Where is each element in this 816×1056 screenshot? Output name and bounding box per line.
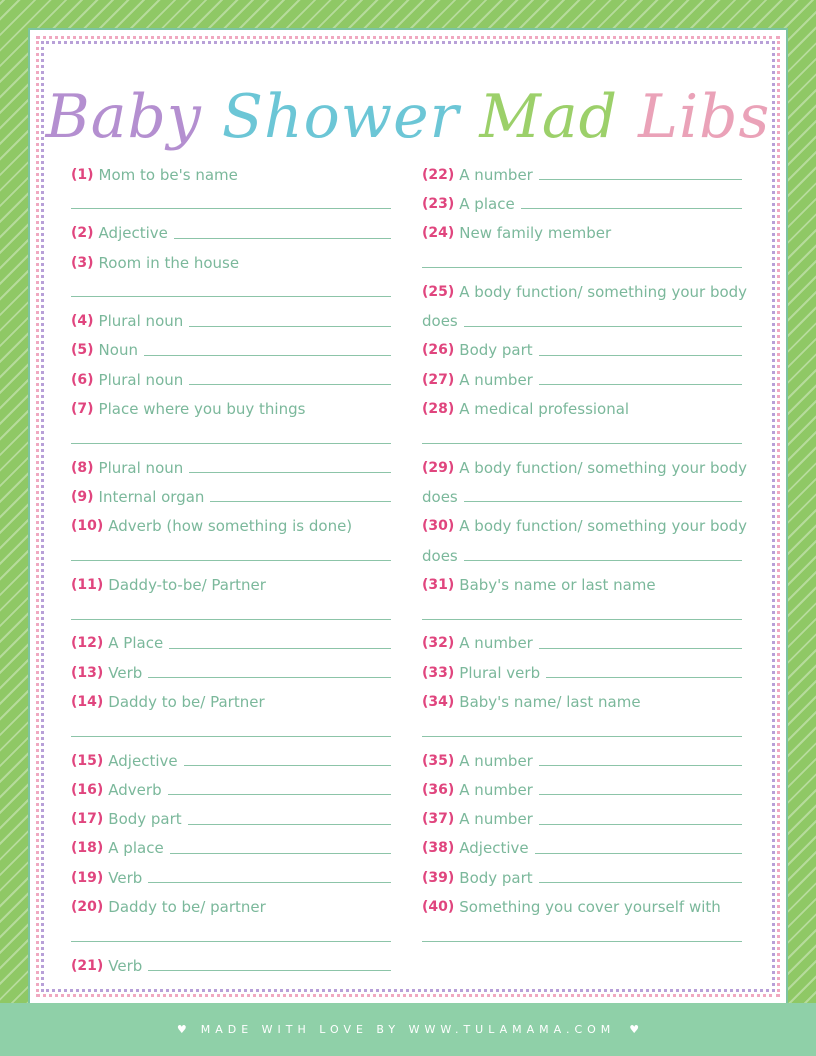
answer-line[interactable] — [422, 267, 742, 268]
prompt-number: (9) — [71, 488, 94, 505]
answer-line[interactable] — [144, 355, 391, 356]
prompt-30 — [422, 512, 748, 571]
answer-line[interactable] — [539, 824, 742, 825]
prompt-20 — [71, 892, 391, 951]
prompt-10 — [71, 512, 391, 571]
prompt-label: Internal organ — [98, 487, 205, 506]
prompt-28 — [422, 394, 742, 453]
prompt-number: (8) — [71, 459, 94, 476]
answer-line[interactable] — [539, 882, 742, 883]
prompt-label-continued: does — [422, 487, 458, 506]
prompt-22 — [422, 160, 742, 189]
prompt-label: Daddy-to-be/ Partner — [108, 575, 266, 594]
prompt-number: (27) — [422, 371, 455, 388]
prompt-number: (14) — [71, 693, 104, 710]
prompt-11 — [71, 570, 391, 629]
prompt-6 — [71, 365, 391, 394]
answer-line[interactable] — [464, 501, 742, 502]
prompt-number: (5) — [71, 342, 94, 359]
prompt-number: (21) — [71, 957, 104, 974]
prompt-32 — [422, 629, 742, 658]
answer-line[interactable] — [546, 677, 742, 678]
prompt-number: (3) — [71, 254, 94, 271]
answer-line[interactable] — [189, 326, 391, 327]
answer-line[interactable] — [188, 824, 391, 825]
prompt-label: Adjective — [108, 751, 178, 770]
answer-line[interactable] — [71, 296, 391, 297]
title-word-mad: Mad — [479, 82, 619, 152]
prompt-35 — [422, 746, 742, 775]
title-word-shower: Shower — [221, 82, 460, 152]
answer-line[interactable] — [148, 677, 391, 678]
prompt-number: (32) — [422, 635, 455, 652]
prompt-24 — [422, 219, 742, 278]
prompt-7 — [71, 394, 391, 453]
prompt-label: New family member — [459, 224, 612, 243]
prompt-31 — [422, 570, 742, 629]
prompt-34 — [422, 687, 742, 746]
answer-line[interactable] — [189, 472, 391, 473]
title-word-libs: Libs — [638, 82, 771, 152]
prompt-2 — [71, 219, 391, 248]
prompt-number: (33) — [422, 664, 455, 681]
prompt-label: Adjective — [98, 224, 168, 243]
prompt-26 — [422, 336, 742, 365]
prompt-13 — [71, 658, 391, 687]
answer-line[interactable] — [422, 941, 742, 942]
answer-line[interactable] — [71, 208, 391, 209]
answer-line[interactable] — [539, 179, 742, 180]
prompt-label: Plural noun — [98, 370, 184, 389]
answer-line[interactable] — [539, 384, 742, 385]
prompt-38 — [422, 834, 742, 863]
prompt-5 — [71, 336, 391, 365]
page-title — [33, 77, 783, 157]
answer-line[interactable] — [71, 560, 391, 561]
answer-line[interactable] — [539, 355, 742, 356]
prompt-number: (36) — [422, 781, 455, 798]
prompt-label: Place where you buy things — [98, 400, 306, 419]
prompt-16 — [71, 775, 391, 804]
prompt-label: A number — [459, 751, 533, 770]
prompt-number: (29) — [422, 459, 455, 476]
answer-line[interactable] — [71, 619, 391, 620]
prompt-label: Mom to be's name — [98, 165, 238, 184]
prompt-8 — [71, 453, 391, 482]
prompt-number: (10) — [71, 518, 104, 535]
prompt-label: Plural verb — [459, 663, 541, 682]
prompt-label: Body part — [459, 341, 533, 360]
answer-line[interactable] — [422, 736, 742, 737]
prompt-number: (1) — [71, 166, 94, 183]
prompt-1 — [71, 160, 391, 219]
footer-banner — [0, 1003, 816, 1056]
prompt-label-continued: does — [422, 312, 458, 331]
prompt-number: (12) — [71, 635, 104, 652]
prompt-label: Body part — [459, 868, 533, 887]
prompt-label: Adverb — [108, 780, 162, 799]
prompt-label: Something you cover yourself with — [459, 898, 721, 917]
answer-line[interactable] — [210, 501, 391, 502]
prompt-number: (39) — [422, 869, 455, 886]
answer-line[interactable] — [189, 384, 391, 385]
prompt-14 — [71, 687, 391, 746]
prompt-label: A place — [108, 839, 164, 858]
heart-icon: ♥ — [176, 1023, 187, 1036]
prompt-36 — [422, 775, 742, 804]
answer-line[interactable] — [174, 238, 391, 239]
prompt-number: (34) — [422, 693, 455, 710]
prompt-label: A body function/ something your body — [459, 458, 748, 477]
answer-line[interactable] — [422, 619, 742, 620]
prompt-12 — [71, 629, 391, 658]
answer-line[interactable] — [170, 853, 391, 854]
prompt-number: (15) — [71, 752, 104, 769]
prompt-9 — [71, 482, 391, 511]
prompt-label: Room in the house — [98, 253, 240, 272]
prompt-39 — [422, 863, 742, 892]
answer-line[interactable] — [168, 794, 391, 795]
right-column — [422, 160, 748, 951]
prompt-label: Body part — [108, 810, 182, 829]
prompt-number: (20) — [71, 899, 104, 916]
prompt-label: A number — [459, 810, 533, 829]
answer-line[interactable] — [148, 970, 391, 971]
prompt-29 — [422, 453, 748, 512]
prompt-label: A number — [459, 165, 533, 184]
left-column — [71, 160, 391, 980]
prompt-number: (26) — [422, 342, 455, 359]
answer-line[interactable] — [184, 765, 391, 766]
prompt-19 — [71, 863, 391, 892]
prompt-number: (19) — [71, 869, 104, 886]
answer-line[interactable] — [539, 794, 742, 795]
prompt-label: A body function/ something your body — [459, 517, 748, 536]
answer-line[interactable] — [148, 882, 391, 883]
prompt-label: Verb — [108, 868, 143, 887]
title-word-baby: Baby — [45, 82, 202, 152]
prompt-number: (17) — [71, 811, 104, 828]
prompt-number: (11) — [71, 576, 104, 593]
prompt-label-continued: does — [422, 546, 458, 565]
prompt-number: (7) — [71, 401, 94, 418]
prompt-label: Daddy to be/ Partner — [108, 692, 265, 711]
prompt-number: (4) — [71, 313, 94, 330]
prompt-33 — [422, 658, 742, 687]
prompt-number: (38) — [422, 840, 455, 857]
answer-line[interactable] — [71, 941, 391, 942]
prompt-number: (40) — [422, 899, 455, 916]
prompt-number: (24) — [422, 225, 455, 242]
prompt-3 — [71, 248, 391, 307]
prompt-label: A number — [459, 370, 533, 389]
prompt-number: (13) — [71, 664, 104, 681]
prompt-40 — [422, 892, 742, 951]
prompt-label: Adverb (how something is done) — [108, 517, 353, 536]
prompt-number: (16) — [71, 781, 104, 798]
prompt-number: (35) — [422, 752, 455, 769]
prompt-4 — [71, 306, 391, 335]
prompt-18 — [71, 834, 391, 863]
prompt-label: A medical professional — [459, 400, 630, 419]
answer-line[interactable] — [464, 560, 742, 561]
prompt-17 — [71, 805, 391, 834]
answer-line[interactable] — [521, 208, 742, 209]
prompt-27 — [422, 365, 742, 394]
prompt-number: (23) — [422, 195, 455, 212]
prompt-number: (6) — [71, 371, 94, 388]
prompt-number: (25) — [422, 283, 455, 300]
prompt-21 — [71, 951, 391, 980]
answer-line[interactable] — [535, 853, 742, 854]
prompt-number: (28) — [422, 401, 455, 418]
prompt-25 — [422, 277, 748, 336]
prompt-label: A number — [459, 780, 533, 799]
prompt-label: A Place — [108, 634, 164, 653]
prompt-number: (18) — [71, 840, 104, 857]
prompt-label: Baby's name/ last name — [459, 692, 641, 711]
prompt-label: Plural noun — [98, 458, 184, 477]
prompt-15 — [71, 746, 391, 775]
answer-line[interactable] — [71, 443, 391, 444]
footer-text: MADE WITH LOVE BY WWW.TULAMAMA.COM — [200, 1023, 616, 1036]
prompt-number: (30) — [422, 518, 455, 535]
prompt-23 — [422, 189, 742, 218]
prompt-label: Adjective — [459, 839, 529, 858]
answer-line[interactable] — [539, 765, 742, 766]
prompt-number: (22) — [422, 166, 455, 183]
prompt-label: Baby's name or last name — [459, 575, 656, 594]
prompt-label: A number — [459, 634, 533, 653]
answer-line[interactable] — [169, 648, 391, 649]
answer-line[interactable] — [464, 326, 742, 327]
answer-line[interactable] — [71, 736, 391, 737]
prompt-label: A body function/ something your body — [459, 282, 748, 301]
prompt-number: (37) — [422, 811, 455, 828]
prompt-label: Plural noun — [98, 312, 184, 331]
answer-line[interactable] — [539, 648, 742, 649]
prompt-label: Daddy to be/ partner — [108, 898, 266, 917]
prompt-label: Verb — [108, 663, 143, 682]
prompt-number: (2) — [71, 225, 94, 242]
prompt-number: (31) — [422, 576, 455, 593]
prompt-label: Verb — [108, 956, 143, 975]
prompt-37 — [422, 805, 742, 834]
heart-icon: ♥ — [629, 1023, 640, 1036]
prompt-label: Noun — [98, 341, 138, 360]
answer-line[interactable] — [422, 443, 742, 444]
prompt-label: A place — [459, 194, 515, 213]
